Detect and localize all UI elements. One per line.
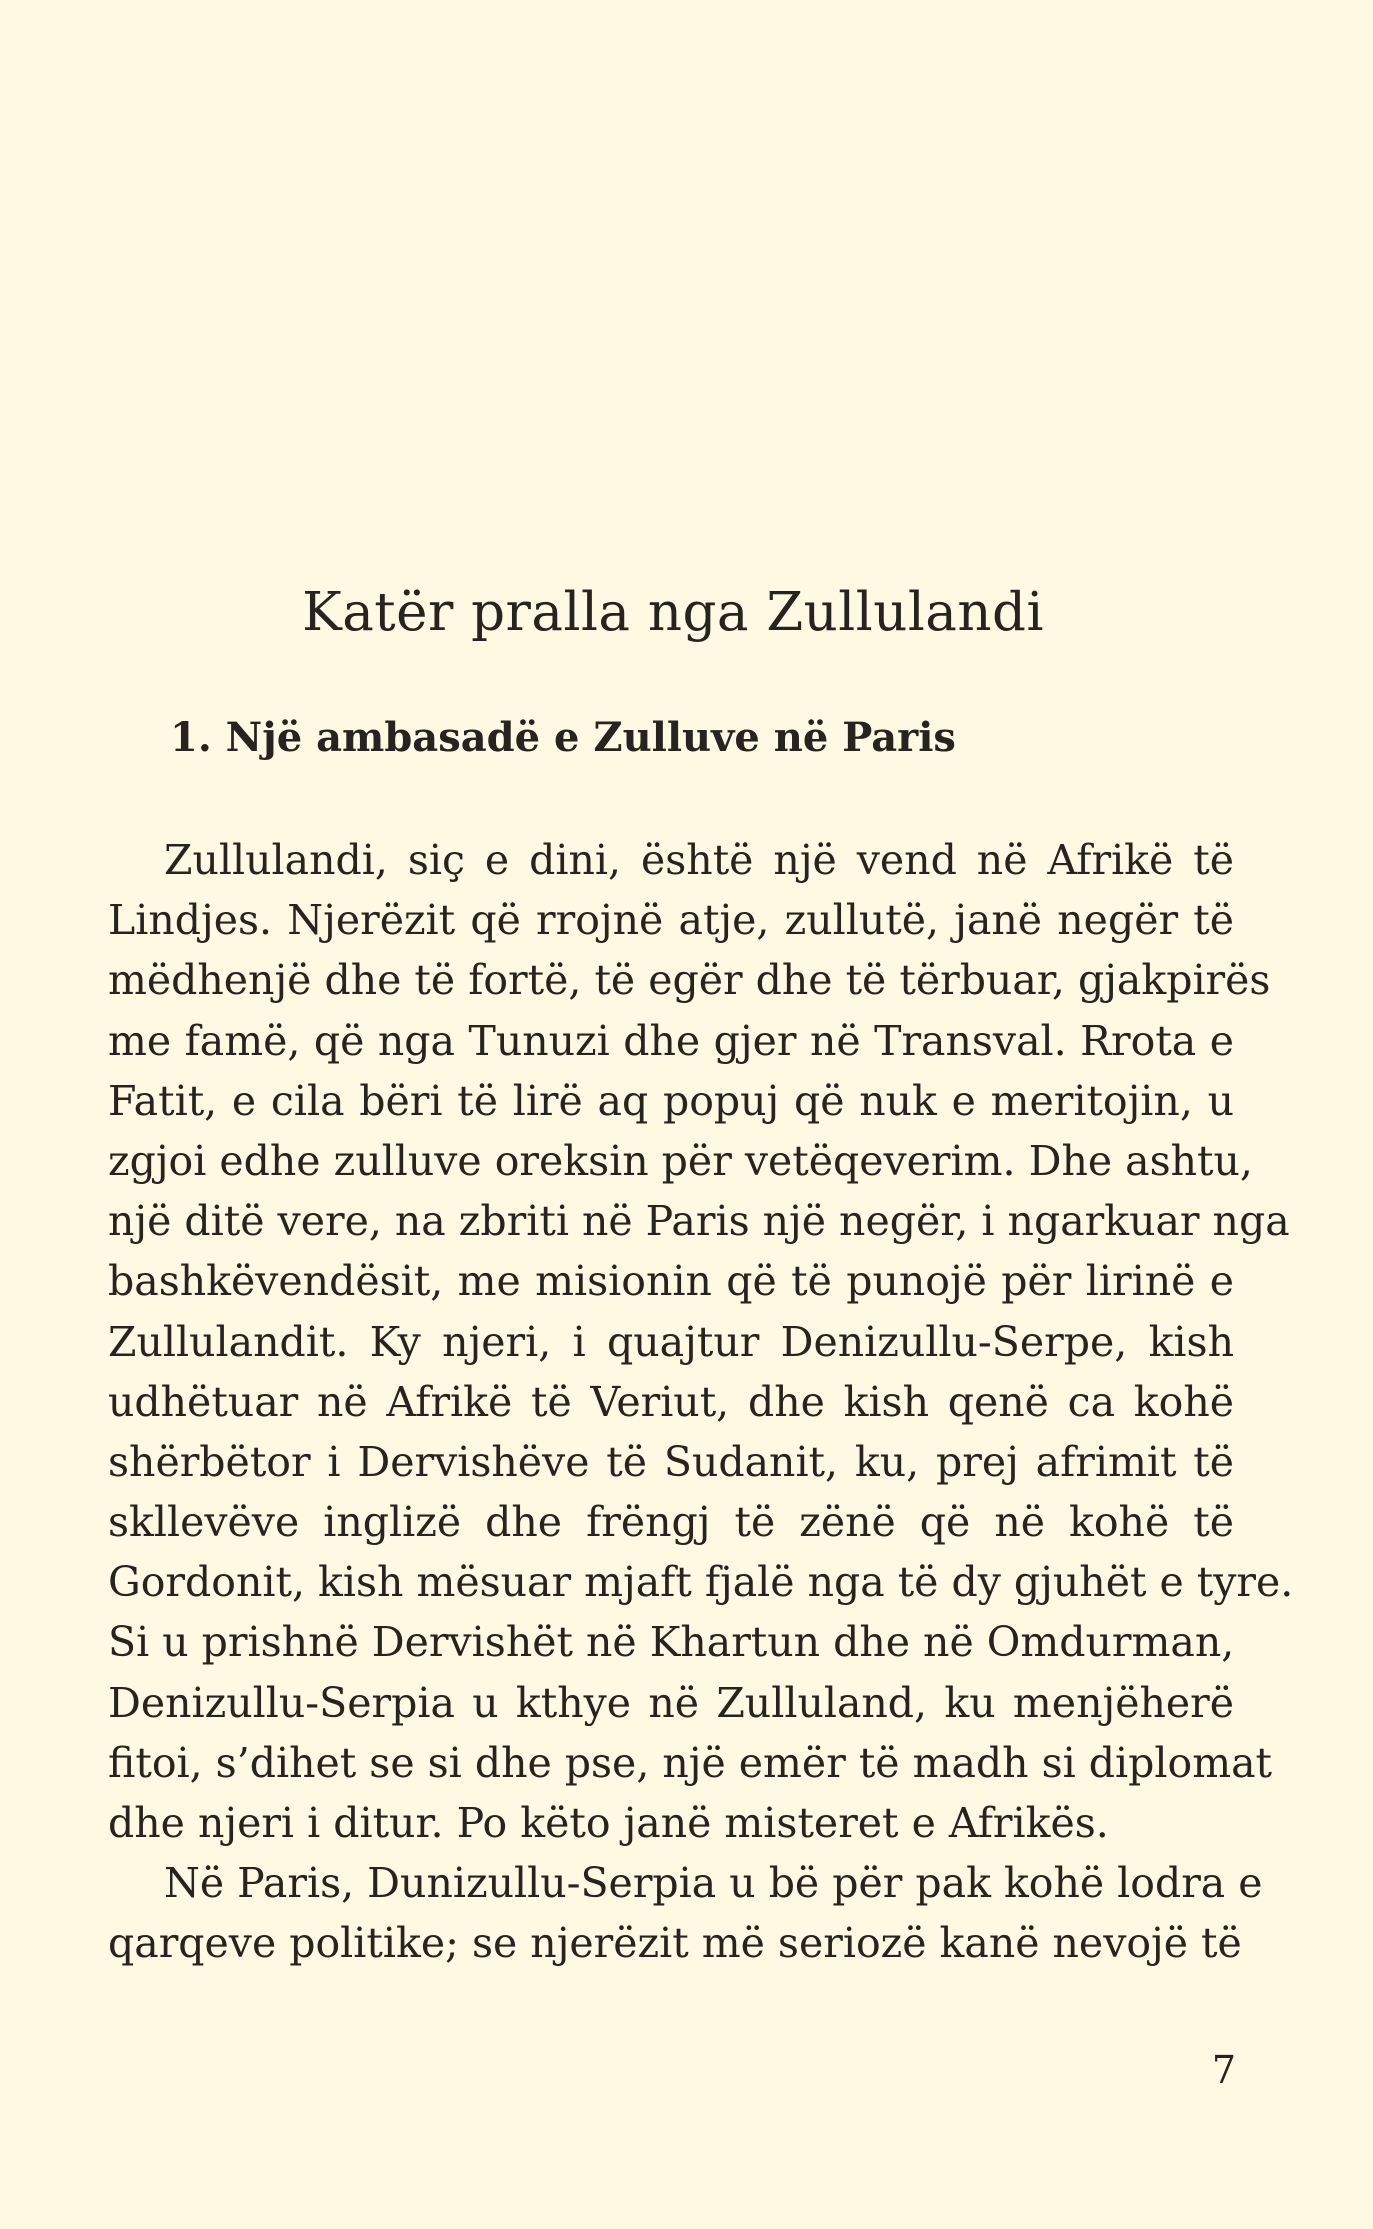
body-text: [108, 830, 1294, 1974]
text-line: bashkëvendësit, me misionin që të punojë për lirinë e: [108, 1257, 1234, 1306]
text-line: Lindjes. Njerëzit që rrojnë atje, zullutë, janë negër të: [108, 896, 1234, 945]
text-line: Si u prishnë Dervishët në Khartun dhe në Omdurman,: [108, 1618, 1235, 1667]
text-line: Fatit, e cila bëri të lirë aq popuj që nuk e meritojin, u: [108, 1076, 1234, 1125]
text-line: Denizullu-Serpia u kthye në Zulluland, ku menjëherë: [108, 1678, 1234, 1727]
text-line: Zullulandit. Ky njeri, i quajtur Denizullu-Serpe, kish: [108, 1317, 1234, 1366]
text-line: skllevëve inglizë dhe frëngj të zënë që në kohë të: [108, 1498, 1234, 1547]
page-number: 7: [1211, 2048, 1236, 2092]
text-line: Zullulandi, siç e dini, është një vend në Afrikë të: [164, 836, 1234, 884]
text-line: shërbëtor i Dervishëve të Sudanit, ku, prej afrimit të: [108, 1437, 1234, 1486]
section-title: 1. Një ambasadë e Zulluve në Paris: [170, 714, 956, 761]
text-line: qarqeve politike; se njerëzit më seriozë kanë nevojë të: [108, 1919, 1242, 1968]
chapter-title: Katër pralla nga Zullulandi: [302, 582, 1044, 643]
text-line: fitoi, s’dihet se si dhe pse, një emër të madh si diplomat: [108, 1738, 1272, 1787]
text-line: dhe njeri i ditur. Po këto janë misteret e Afrikës.: [108, 1799, 1109, 1847]
text-line: mëdhenjë dhe të fortë, të egër dhe të tërbuar, gjakpirës: [108, 956, 1271, 1005]
text-line: një ditë vere, na zbriti në Paris një negër, i ngarkuar nga: [108, 1197, 1290, 1246]
text-line: zgjoi edhe zulluve oreksin për vetëqeverim. Dhe ashtu,: [108, 1136, 1253, 1185]
text-line: me famë, që nga Tunuzi dhe gjer në Transval. Rrota e: [108, 1016, 1234, 1065]
text-line: Në Paris, Dunizullu-Serpia u bë për pak kohë lodra e: [164, 1859, 1263, 1908]
text-line: udhëtuar në Afrikë të Veriut, dhe kish qenë ca kohë: [108, 1377, 1234, 1426]
text-line: Gordonit, kish mësuar mjaft fjalë nga të dy gjuhët e tyre.: [108, 1558, 1294, 1607]
